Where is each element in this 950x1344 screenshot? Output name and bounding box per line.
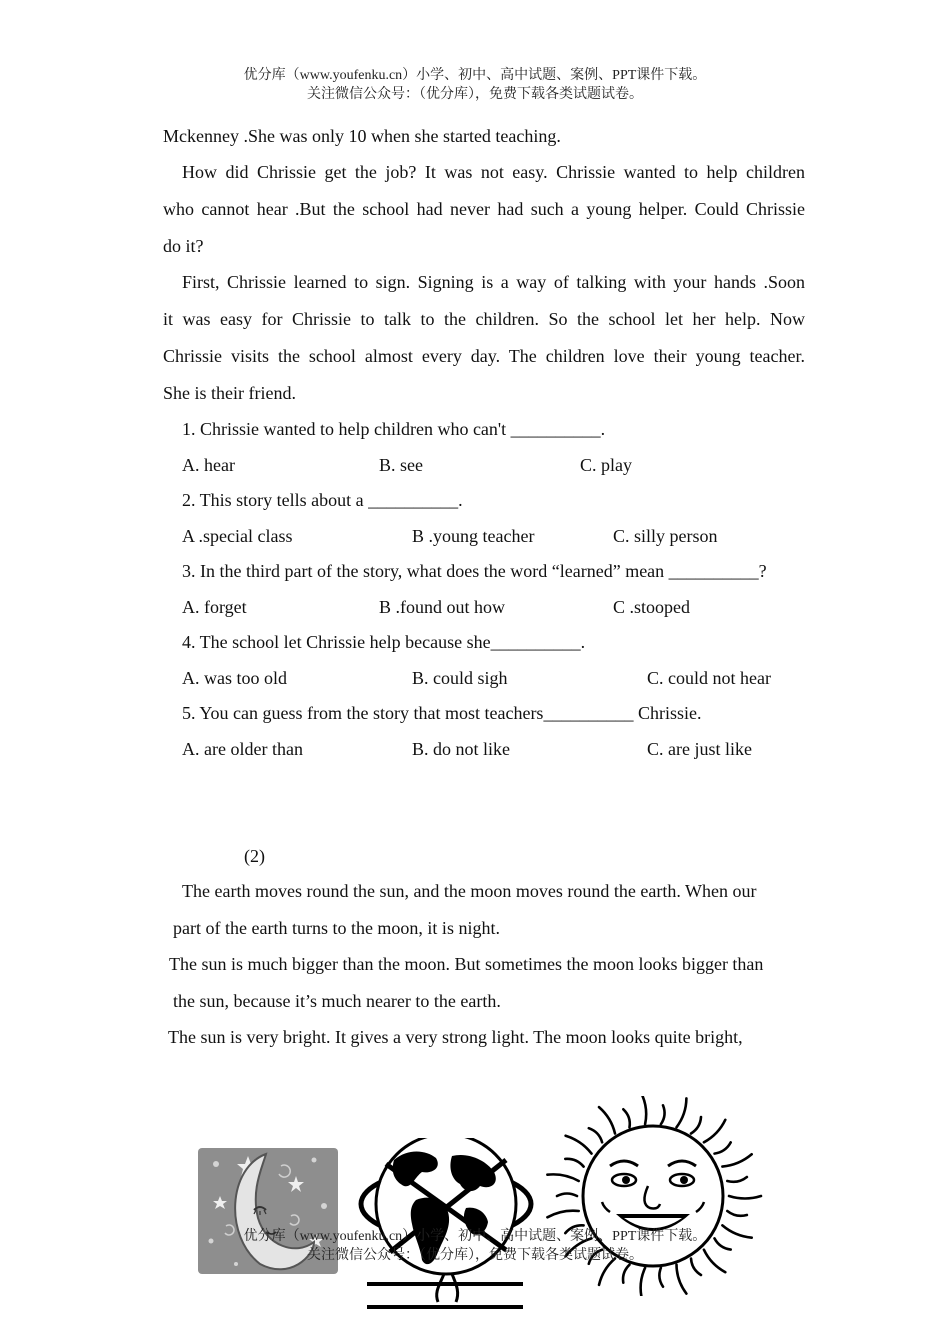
question-4-option-c: C. could not hear [647, 668, 771, 688]
divider-line-2 [367, 1305, 523, 1309]
sun-ray [704, 1120, 725, 1143]
passage1-line-6: it was easy for Chrissie to talk to the children. So the school let her help. Now [163, 309, 805, 329]
passage1-line-5: First, Chrissie learned to sign. Signing is a way of talking with your hands .Soon [182, 272, 805, 292]
question-4-option-b: B. could sigh [412, 668, 508, 688]
passage1-line-7: Chrissie visits the school almost every day. The children love their young teacher. [163, 346, 805, 366]
passage1-line-3: who cannot hear .But the school had never had such a young helper. Could Chrissie [163, 199, 805, 219]
question-5-stem: 5. You can guess from the story that most teachers__________ Chrissie. [182, 703, 702, 723]
passage2-label: (2) [244, 846, 265, 866]
question-2-stem: 2. This story tells about a __________. [182, 490, 463, 510]
question-2-option-c: C. silly person [613, 526, 718, 546]
sun-ray [623, 1265, 629, 1283]
header-line-2: 关注微信公众号：（优分库），免费下载各类试题试卷。 [307, 87, 643, 102]
question-5-option-c: C. are just like [647, 739, 752, 759]
divider-line-1 [367, 1282, 523, 1286]
question-3-stem: 3. In the third part of the story, what does the word “learned” mean __________? [182, 561, 767, 581]
sun-ray [727, 1211, 747, 1216]
sun-ray [722, 1154, 751, 1166]
sun-ray [565, 1159, 583, 1167]
question-4-option-a: A. was too old [182, 668, 287, 688]
footer-line-2: 关注微信公众号：（优分库），免费下载各类试题试卷。 [307, 1248, 643, 1263]
passage2-line-2: part of the earth turns to the moon, it is night. [173, 918, 500, 938]
sun-ray [641, 1268, 645, 1296]
sun-ray [547, 1174, 578, 1181]
question-3-option-b: B .found out how [379, 597, 505, 617]
question-1-option-c: C. play [580, 455, 632, 475]
sun-ray [715, 1142, 731, 1153]
page-footer [0, 1227, 950, 1265]
question-4-stem: 4. The school let Chrissie help because she__________. [182, 632, 586, 652]
question-1-option-a: A. hear [182, 455, 235, 475]
question-2-option-a: A .special class [182, 526, 293, 546]
sun-ray [547, 1211, 578, 1218]
passage1-line-8: She is their friend. [163, 383, 296, 403]
passage2-line-3: The sun is much bigger than the moon. But sometimes the moon looks bigger than [169, 954, 764, 974]
sun-ray [599, 1107, 615, 1133]
page-header [0, 66, 950, 104]
question-5-option-a: A. are older than [182, 739, 303, 759]
sun-ray [691, 1117, 701, 1134]
sun-face-clipart-image [540, 1096, 766, 1296]
sun-ray [727, 1177, 747, 1182]
header-line-1: 优分库（www.youfenku.cn）小学、初中、高中试题、案例、PPT课件下载。 [243, 68, 707, 83]
passage2-line-1: The earth moves round the sun, and the moon moves round the earth. When our [182, 881, 757, 901]
footer-line-1: 优分库（www.youfenku.cn）小学、初中、高中试题、案例、PPT课件下载。 [243, 1229, 707, 1244]
question-5-option-b: B. do not like [412, 739, 510, 759]
question-1-stem: 1. Chrissie wanted to help children who can't __________. [182, 419, 606, 439]
question-3-option-c: C .stooped [613, 597, 691, 617]
sun-ray [566, 1136, 592, 1154]
passage1-line-1: Mckenney .She was only 10 when she started teaching. [163, 126, 561, 146]
passage2-line-5: The sun is very bright. It gives a very strong light. The moon looks quite bright, [168, 1027, 743, 1047]
passage1-line-4: do it? [163, 236, 204, 256]
sun-ray [642, 1096, 646, 1124]
sun-ray [661, 1105, 665, 1124]
sun-ray [623, 1109, 630, 1127]
sun-ray [659, 1268, 663, 1287]
sun-ray [589, 1128, 602, 1142]
question-1-option-b: B. see [379, 455, 423, 475]
sun-ray [729, 1196, 761, 1199]
question-2-option-b: B .young teacher [412, 526, 535, 546]
sun-ray [677, 1265, 687, 1294]
passage2-line-4: the sun, because it’s much nearer to the earth. [173, 991, 501, 1011]
passage1-line-2: How did Chrissie get the job? It was not easy. Chrissie wanted to help children [182, 162, 805, 182]
sun-ray [677, 1098, 687, 1127]
question-3-option-a: A. forget [182, 597, 247, 617]
sun-ray [557, 1194, 577, 1197]
